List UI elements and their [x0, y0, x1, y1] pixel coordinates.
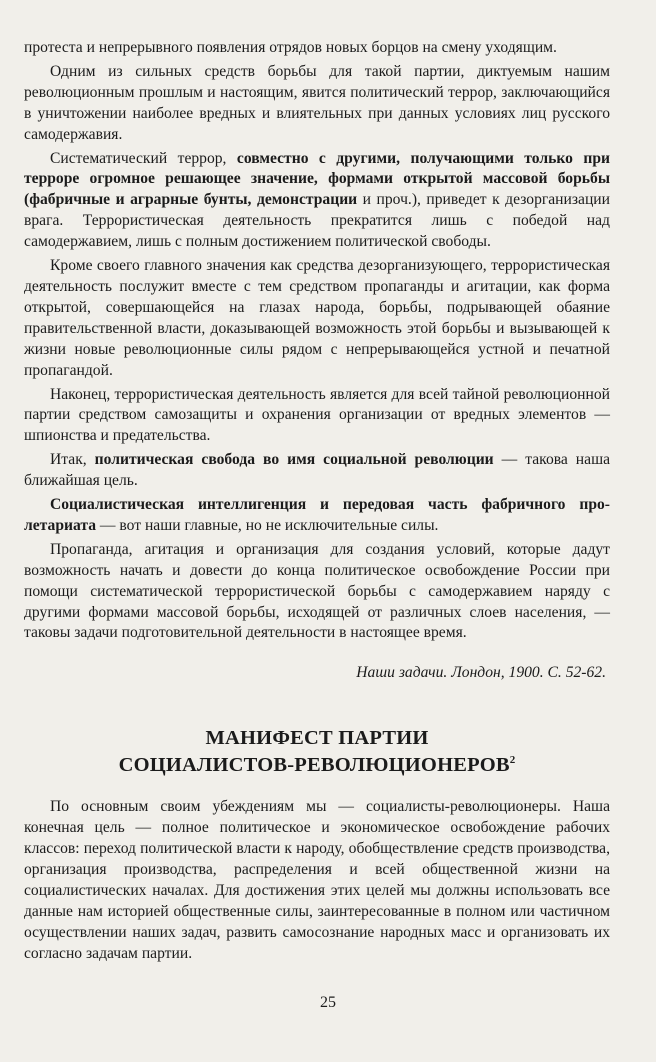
paragraph [24, 62, 610, 146]
paragraph [24, 38, 610, 59]
text-run: Одним из сильных средств борьбы для такой партии, диктуемым нашим революционным прошлым и настоящим, явится политический террор, заключающийся в уничтожении наиболее вредных и влиятельных при данных условиях лиц русского самодержавия. [24, 62, 610, 143]
paragraph [24, 450, 610, 492]
text-run: Кроме своего главного значения как средства дезорганизующего, террористическая деятельность послужит вместе с тем средством пропаганды и агитации, как форма открытой, совершающейся на глазах народа, борьбы, подрывающей обаяние правительственной власти, доказывающей возможность этой борьбы и вызывающей к жизни новые революционные силы рядом с непрерывающейся устной и печатной пропагандой. [24, 257, 610, 379]
footnote-mark: 2 [509, 754, 516, 767]
text-run: и проч.), приведет к дезорганизации врага. Террористическая деятельность прекратится лишь с победой над самодержавием, лишь с полным достижением политической свободы. [24, 191, 610, 251]
text-run: протеста и непрерывного появления отрядов новых борцов на смену уходящим. [24, 39, 557, 56]
heading-line-2-text: СОЦИАЛИСТОВ-РЕВОЛЮЦИОНЕРОВ [118, 754, 510, 777]
bold-text: совместно с другими, получающими только при терроре огромное решающее значение, формами открытой массовой борьбы (фабричные и аграрные бунты, демонстрации [24, 149, 610, 209]
heading-line-1: МАНИФЕСТ ПАРТИИ [205, 727, 429, 750]
text-run: — вот наши главные, но не исключительные силы. [96, 516, 439, 534]
bold-text: политическая свобода во имя социальной революции [94, 451, 494, 469]
paragraph [24, 149, 610, 254]
text-run: Пропаганда, агитация и организация для создания условий, которые дадут возможность начать и довести до конца политическое освобождение России при помощи систематической террористической борьбы с самодержавием наряду с другими формами массовой борьбы, исходящей от различных слоев населения, — таковы задачи подготовительной деятельности в настоящее время. [24, 540, 610, 642]
section-heading [24, 725, 610, 779]
page-number: 25 [320, 994, 336, 1011]
bold-text: Социалистическая интеллигенция и передовая часть фабричного пролетариата [24, 496, 610, 534]
manifesto-paragraph: По основным своим убеждениям мы — социалисты-революционеры. Наша конечная цель — полное политическое и экономическое освобождение рабочих классов: переход политической власти к народу, обобществление средств производства, организация производства, распределения и всей общественной жизни на социалистических началах. Для достижения этих целей мы должны использовать все данные нам историей общественные силы, заинтересованные в полном или частичном осуществлении наших задач, развить самосознание народных масс и организовать их согласно задачам партии. [24, 798, 610, 962]
text-run: Итак, [50, 451, 95, 469]
text-run: Систематический террор, [50, 149, 237, 167]
paragraph [24, 495, 610, 537]
paragraph [24, 385, 610, 448]
paragraph [24, 540, 610, 645]
paragraph [24, 256, 610, 381]
heading-line-2 [24, 752, 610, 779]
text-run: Наконец, террористическая деятельность является для всей тайной революционной партии средством самозащиты и охранения организации от вредных элементов — шпионства и предательства. [24, 385, 610, 445]
source-citation: Наши задачи. Лондон, 1900. С. 52-62. [356, 664, 606, 682]
body-text [24, 38, 610, 644]
text-run: — такова наша ближайшая цель. [24, 451, 611, 490]
